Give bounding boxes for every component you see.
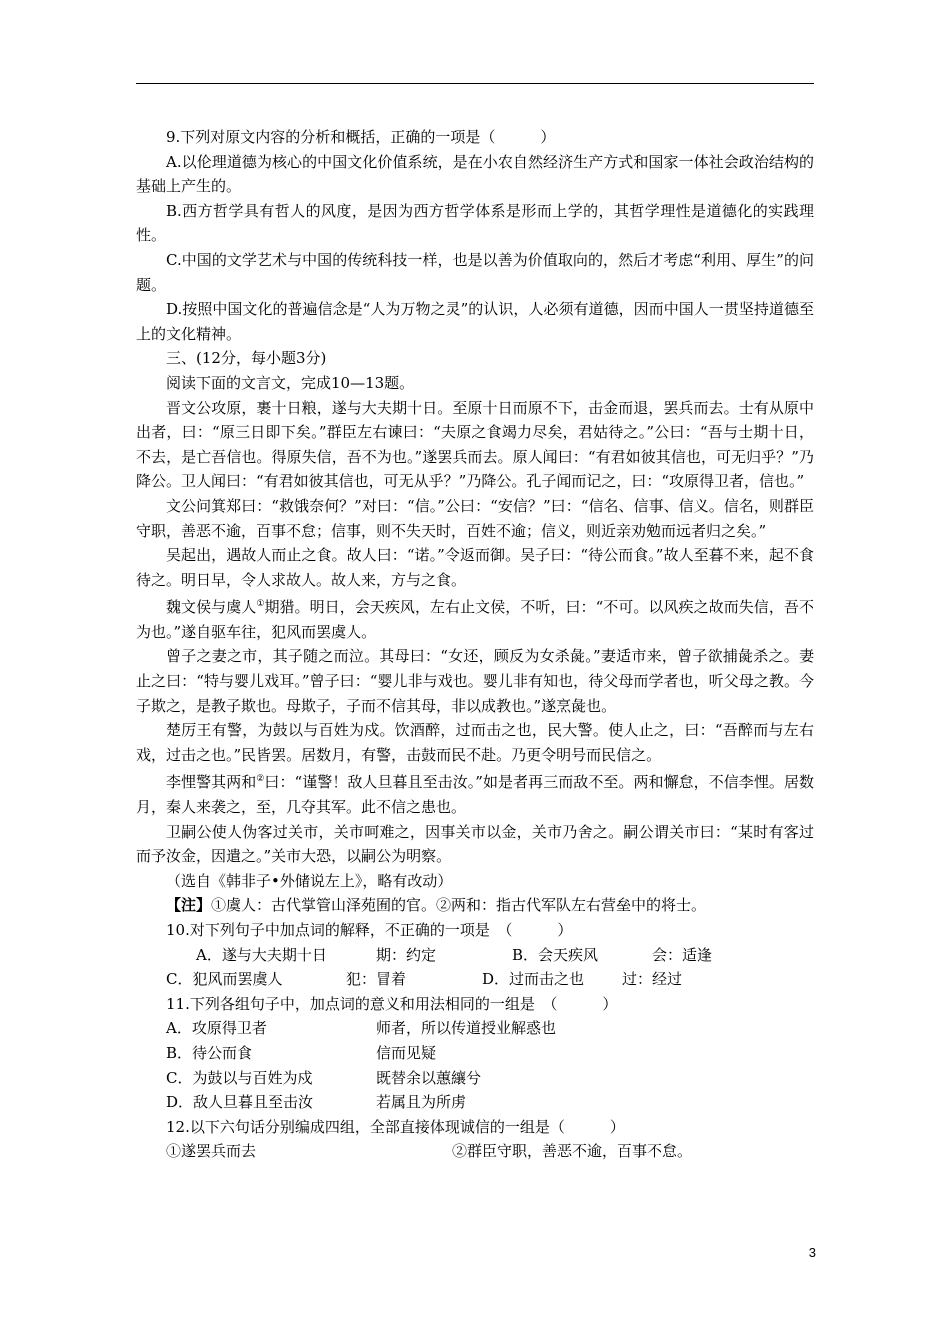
passage-paragraph <box>136 767 814 819</box>
q12-stem: 12.以下六句话分别编成四组，全部直接体现诚信的一组是（ ） <box>166 1117 625 1136</box>
q11-stem: 11.下列各组句子中，加点词的意义和用法相同的一组是 （ ） <box>166 994 618 1013</box>
q10-option-b-gloss: 会：适逢 <box>652 945 713 964</box>
header-rule <box>136 83 814 84</box>
q10-option-a: A．遂与大夫期十日 <box>196 945 327 964</box>
passage-text: 曰：“谨警！敌人旦暮且至击汝。”如是者再三而敌不至。两和懈怠，不信李悝。居数月，秦人来袭之，至，几夺其军。此不信之患也。 <box>136 773 814 817</box>
passage-paragraph: 晋文公攻原，裹十日粮，遂与大夫期十日。至原十日而原不下，击金而退，罢兵而去。士有从原中出者，曰：“原三日即下矣。”群臣左右谏曰：“夫原之食竭力尽矣，君姑待之。”公曰：“吾与士期十日，不去，是亡吾信也。得原失信，吾不为也。”遂罢兵而去。原人闻曰：“有君如彼其信也，可无归乎？”乃降公。卫人闻曰：“有君如彼其信也，可无从乎？”乃降公。孔子闻而记之，曰：“攻原得卫者，信也。” <box>136 398 814 491</box>
q10-option-c-gloss: 犯：冒着 <box>346 970 407 989</box>
section-instruction: 阅读下面的文言文，完成10—13题。 <box>166 373 415 392</box>
note-text: ①虞人：古代掌管山泽苑囿的官。②两和：指古代军队左右营垒中的将士。 <box>211 896 707 915</box>
q11-option-c: C．为鼓以与百姓为戍 <box>166 1068 313 1087</box>
annotation-note <box>136 893 814 918</box>
passage-paragraph: 楚厉王有警，为鼓以与百姓为戍。饮酒醉，过而击之也，民大警。使人止之，曰：“吾醉而与左右戏，过击之也。”民皆罢。居数月，有警，击鼓而民不赴。乃更令明号而民信之。 <box>136 721 814 764</box>
q10-stem: 10.对下列句子中加点词的解释，不正确的一项是 （ ） <box>166 921 573 939</box>
passage-text: 李悝警其两和 <box>166 773 257 792</box>
q11-option-a: A．攻原得卫者 <box>166 1019 267 1038</box>
q10-option-d: D．过而击之也 <box>482 970 585 989</box>
page-number: 3 <box>808 1245 816 1260</box>
q10-options-row <box>136 967 814 992</box>
q9-stem: 9.下列对原文内容的分析和概括，正确的一项是（ ） <box>166 128 556 146</box>
q10-option-b: B．会天疾风 <box>512 945 599 964</box>
page-content <box>136 125 814 1164</box>
q11-option-c-pair: 既替余以蕙纕兮 <box>376 1068 482 1087</box>
q11-option-d: D．敌人旦暮且至击汝 <box>166 1093 314 1112</box>
footnote-marker: ② <box>256 774 265 785</box>
q9-option-d: D.按照中国文化的普遍信念是“人为万物之灵”的认识，人必须有道德，因而中国人一贯坚持道德至上的文化精神。 <box>136 300 814 343</box>
q9-option-c: C.中国的文学艺术与中国的传统科技一样，也是以善为价值取向的，然后才考虑“利用、厚生”的问题。 <box>136 250 814 294</box>
q11-option-b-pair: 信而见疑 <box>376 1043 437 1062</box>
passage-paragraph: 曾子之妻之市，其子随之而泣。其母曰：“女还，顾反为女杀彘。”妻适市来，曾子欲捕彘杀之。妻止之曰：“特与婴儿戏耳。”曾子曰：“婴儿非与戏也。婴儿非有知也，待父母而学者也，听父母之教。今子欺之，是教子欺也。母欺子，子而不信其母，非以成教也。”遂烹彘也。 <box>136 647 814 715</box>
source-citation: （选自《韩非子•外储说左上》，略有改动） <box>166 871 453 890</box>
q12-item-2: ②群臣守职，善恶不逾，百事不怠。 <box>452 1142 693 1161</box>
q9-option-b: B.西方哲学具有哲人的风度，是因为西方哲学体系是形而上学的，其哲学理性是道德化的实践理性。 <box>136 201 814 245</box>
q10-option-c: C．犯风而罢虞人 <box>166 970 283 989</box>
q9-option-a: A.以伦理道德为核心的中国文化价值系统，是在小农自然经济生产方式和国家一体社会政治结构的基础上产生的。 <box>136 152 814 196</box>
q11-option-row <box>136 1016 814 1041</box>
q10-option-d-gloss: 过：经过 <box>622 970 683 989</box>
q10-option-a-gloss: 期：约定 <box>376 945 437 964</box>
q12-items-row <box>136 1139 814 1164</box>
note-tag: 【注】 <box>166 896 212 915</box>
q10-options-row <box>136 943 814 968</box>
passage-text: 魏文侯与虞人 <box>166 598 257 617</box>
passage-paragraph <box>136 592 814 644</box>
q11-option-row <box>136 1041 814 1066</box>
passage-paragraph: 卫嗣公使人伪客过关市，关市呵难之，因事关市以金，关市乃舍之。嗣公谓关市曰：“某时有客过而予汝金，因遣之。”关市大恐，以嗣公为明察。 <box>136 822 814 866</box>
q12-item-1: ①遂罢兵而去 <box>166 1142 257 1161</box>
section-heading: 三、(12分，每小题3分) <box>166 349 327 368</box>
passage-text: 期猎。明日，会天疾风，左右止文侯，不听，曰：“不可。以风疾之故而失信，吾不为也。”遂自驱车往，犯风而罢虞人。 <box>136 598 814 641</box>
passage-paragraph: 吴起出，遇故人而止之食。故人曰：“诺。”令返而御。吴子曰：“待公而食。”故人至暮不来，起不食待之。明日早，令人求故人。故人来，方与之食。 <box>136 546 814 589</box>
q11-option-d-pair: 若属且为所虏 <box>376 1093 467 1112</box>
passage-paragraph: 文公问箕郑曰：“救饿奈何？”对曰：“信。”公曰：“安信？”曰：“信名、信事、信义。信名，则群臣守职，善恶不逾，百事不怠；信事，则不失天时，百姓不逾；信义，则近亲劝勉而远者归之矣。” <box>136 496 814 540</box>
footnote-marker: ① <box>256 599 265 610</box>
q11-option-row <box>136 1090 814 1115</box>
q11-option-a-pair: 师者，所以传道授业解惑也 <box>376 1019 557 1038</box>
q11-option-b: B．待公而食 <box>166 1043 253 1062</box>
q11-option-row <box>136 1066 814 1091</box>
